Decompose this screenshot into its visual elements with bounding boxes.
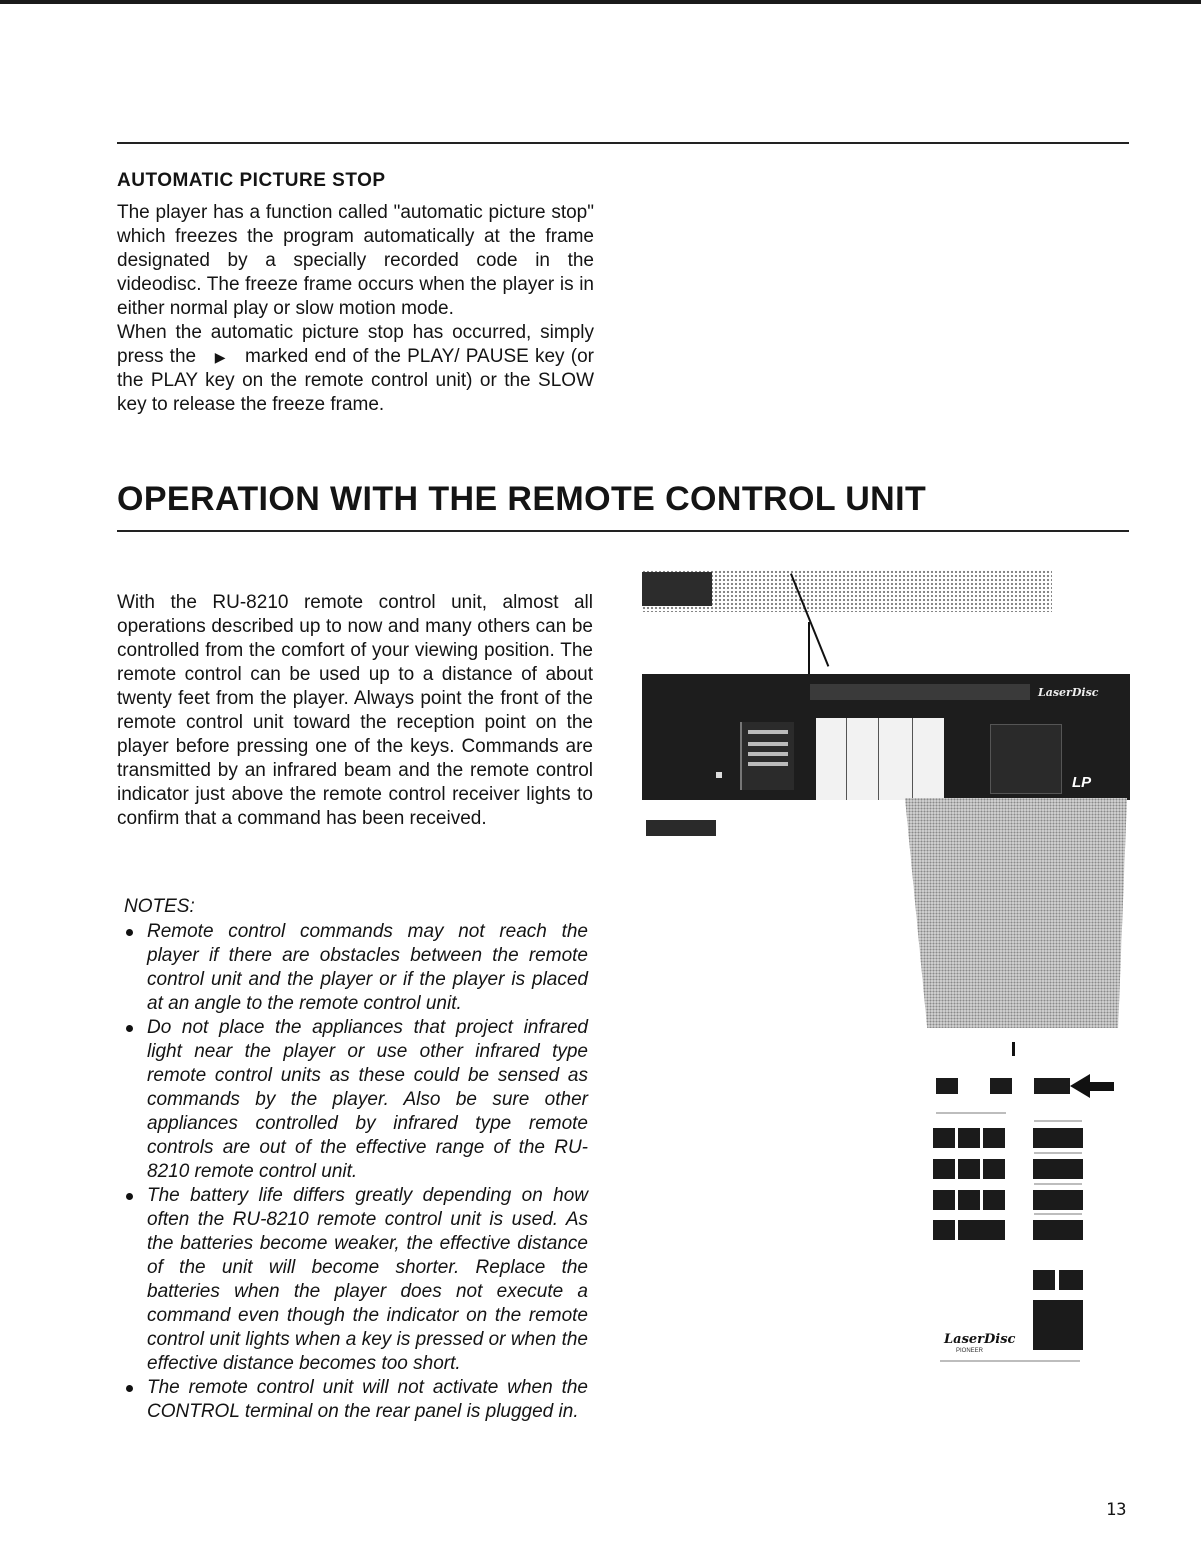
remote-key <box>1033 1270 1055 1290</box>
remote-key <box>958 1159 980 1179</box>
player-and-remote-illustration <box>640 562 1130 1362</box>
note-text: Do not place the appliances that project infrared light near the player or use other infrared type remote control units as these could be sensed as commands by the player. Also be sure other appliances controlled by infrared type remote controls are out of the effective range of the RU-8210 remote control unit. <box>147 1017 588 1182</box>
note-item <box>124 1184 588 1376</box>
aps-paragraph-2 <box>117 321 594 417</box>
player-disc-tray <box>816 718 944 800</box>
remote-key <box>936 1078 958 1094</box>
bullet-icon <box>126 1193 133 1200</box>
notes-heading: NOTES: <box>124 896 195 917</box>
remote-key <box>1034 1078 1070 1094</box>
remote-key <box>1033 1220 1083 1240</box>
remote-key <box>933 1190 955 1210</box>
player-panel-strip <box>810 684 1030 700</box>
remote-intro-paragraph: With the RU-8210 remote control unit, almost all operations described up to now and many others can be controlled from the comfort of your viewing position. The remote control can be used up to a distance of about twenty feet from the player. Always point the front of the remote control unit toward the reception point on the player before pressing one of the keys. Commands are transmitted by an infrared beam and the remote control indicator just above the remote control receiver lights to confirm that a command has been received. <box>117 592 593 829</box>
play-symbol-icon: ▶ <box>214 349 227 365</box>
note-item <box>124 920 588 1016</box>
aps-paragraph-1: The player has a function called "automatic picture stop" which freezes the program automatically at the frame designated by a specially recorded code in the videodisc. The freeze frame occurs when the player is in either normal play or slow motion mode. <box>117 202 594 319</box>
note-text: The remote control unit will not activate when the CONTROL terminal on the rear panel is plugged in. <box>147 1377 588 1422</box>
player-corner-logo: LP <box>1072 774 1092 791</box>
remote-key <box>983 1190 1005 1210</box>
player-indicator-light <box>716 772 722 778</box>
remote-control-section-title: OPERATION WITH THE REMOTE CONTROL UNIT <box>117 480 927 518</box>
top-rule <box>117 142 1129 144</box>
remote-key <box>958 1128 980 1148</box>
remote-hand-stipple <box>905 798 1127 1028</box>
remote-key <box>1033 1300 1083 1350</box>
scan-edge <box>0 0 1201 4</box>
reception-point-pointer-lower <box>808 622 810 682</box>
note-item <box>124 1016 588 1184</box>
automatic-picture-stop-body <box>117 201 594 417</box>
key-label-mark <box>936 1112 1006 1114</box>
remote-key <box>933 1159 955 1179</box>
bullet-icon <box>126 1025 133 1032</box>
remote-key <box>958 1190 980 1210</box>
remote-arrow-icon <box>1070 1074 1090 1098</box>
player-receiver-window <box>990 724 1062 794</box>
aps-paragraph-2-start: When the automatic picture stop has occurred, simply press the <box>117 322 594 367</box>
page-number: 13 <box>1106 1500 1127 1520</box>
player-top-dark-patch <box>642 572 712 606</box>
remote-key <box>990 1078 1012 1094</box>
remote-control-intro <box>117 591 593 831</box>
remote-key <box>1033 1128 1083 1148</box>
remote-key <box>958 1220 1005 1240</box>
aps-paragraph-2-end: marked end of the PLAY/ PAUSE key (or the PLAY key on the remote control unit) or the SLOW key to release the freeze frame. <box>117 346 594 415</box>
remote-key <box>983 1159 1005 1179</box>
key-label-mark <box>940 1360 1080 1362</box>
automatic-picture-stop-heading: AUTOMATIC PICTURE STOP <box>117 170 386 191</box>
remote-key <box>1059 1270 1083 1290</box>
bullet-icon <box>126 1385 133 1392</box>
remote-arrow-shaft <box>1088 1082 1114 1091</box>
note-text: Remote control commands may not reach the player if there are obstacles between the remote control unit and the player or if the player is placed at an angle to the remote control unit. <box>147 921 588 1014</box>
key-label-mark <box>1034 1213 1082 1215</box>
remote-key <box>933 1128 955 1148</box>
notes-list <box>124 920 588 1424</box>
bullet-icon <box>126 929 133 936</box>
key-label-mark <box>1034 1120 1082 1122</box>
key-label-mark <box>1034 1152 1082 1154</box>
remote-brand: PIONEER <box>956 1348 984 1354</box>
player-display-window <box>740 722 794 790</box>
remote-key <box>933 1220 955 1240</box>
section-rule <box>117 530 1129 532</box>
key-label-mark <box>1034 1183 1082 1185</box>
remote-key <box>1033 1190 1083 1210</box>
remote-logo: LaserDisc <box>944 1332 1016 1347</box>
remote-key <box>983 1128 1005 1148</box>
player-logo: LaserDisc <box>1038 686 1099 699</box>
note-text: The battery life differs greatly depending on how often the RU-8210 remote control unit is used. As the batteries become weaker, the effective distance of the unit will become shorter. Replace the batteries when the player does not execute a command even though the indicator on the remote control unit lights when a key is pressed or when the effective distance becomes too short. <box>147 1185 588 1374</box>
remote-sensor-label <box>646 820 716 836</box>
remote-indicator-icon <box>1012 1042 1015 1056</box>
note-item <box>124 1376 588 1424</box>
remote-key <box>1033 1159 1083 1179</box>
